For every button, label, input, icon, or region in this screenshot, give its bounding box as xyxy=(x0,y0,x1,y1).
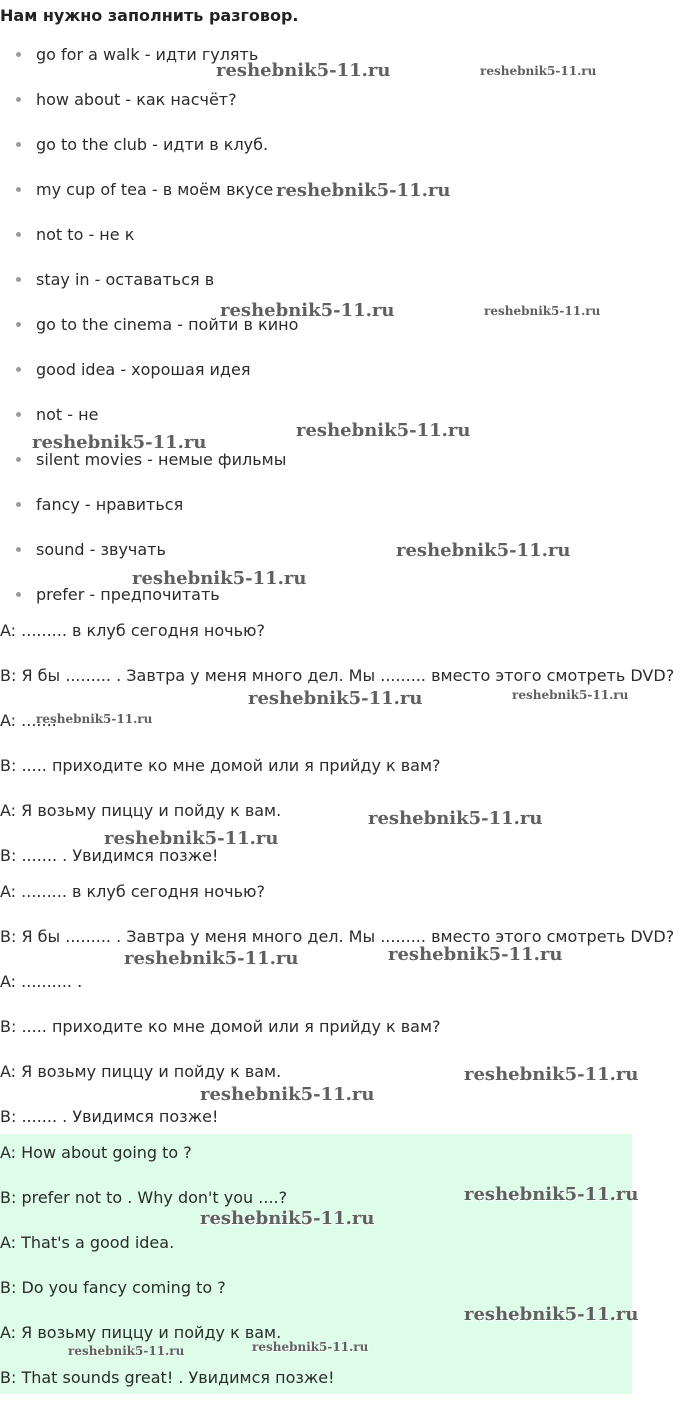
bullet-icon xyxy=(16,457,21,462)
bullet-icon xyxy=(16,322,21,327)
vocab-text: fancy - нравиться xyxy=(36,495,184,514)
watermark: reshebnik5-11.ru xyxy=(396,540,571,561)
bullet-icon xyxy=(16,547,21,552)
answer-line: B: Do you fancy coming to ? xyxy=(0,1278,226,1297)
watermark: reshebnik5-11.ru xyxy=(104,828,279,849)
answer-line: A: Я возьму пиццу и пойду к вам. xyxy=(0,1323,282,1342)
dialogue-line: A: ....... xyxy=(0,711,57,730)
bullet-icon xyxy=(16,592,21,597)
dialogue-line: B: ..... приходите ко мне домой или я прийду к вам? xyxy=(0,756,441,775)
vocab-text: prefer - предпочитать xyxy=(36,585,220,604)
page-heading: Нам нужно заполнить разговор. xyxy=(0,6,299,25)
vocab-text: go to the club - идти в клуб. xyxy=(36,135,269,154)
watermark: reshebnik5-11.ru xyxy=(32,432,207,453)
answer-line: B: prefer not to . Why don't you ....? xyxy=(0,1188,288,1207)
watermark: reshebnik5-11.ru xyxy=(200,1084,375,1105)
dialogue-line: A: ......... в клуб сегодня ночью? xyxy=(0,882,265,901)
watermark: reshebnik5-11.ru xyxy=(368,808,543,829)
vocab-text: good idea - хорошая идея xyxy=(36,360,251,379)
dialogue-line: A: Я возьму пиццу и пойду к вам. xyxy=(0,801,282,820)
watermark: reshebnik5-11.ru xyxy=(220,300,395,321)
watermark: reshebnik5-11.ru xyxy=(68,1344,185,1358)
dialogue-line: B: Я бы ......... . Завтра у меня много дел. Мы ......... вместо этого смотреть DVD? xyxy=(0,927,675,946)
bullet-icon xyxy=(16,367,21,372)
bullet-icon xyxy=(16,502,21,507)
watermark: reshebnik5-11.ru xyxy=(296,420,471,441)
bullet-icon xyxy=(16,97,21,102)
watermark: reshebnik5-11.ru xyxy=(252,1340,369,1354)
dialogue-line: A: ......... в клуб сегодня ночью? xyxy=(0,621,265,640)
vocab-text: sound - звучать xyxy=(36,540,166,559)
dialogue-line: A: Я возьму пиццу и пойду к вам. xyxy=(0,1062,282,1081)
answer-line: A: How about going to ? xyxy=(0,1143,192,1162)
vocab-text: how about - как насчёт? xyxy=(36,90,237,109)
vocab-text: not to - не к xyxy=(36,225,135,244)
dialogue-line: B: Я бы ......... . Завтра у меня много дел. Мы ......... вместо этого смотреть DVD? xyxy=(0,666,675,685)
bullet-icon xyxy=(16,142,21,147)
watermark: reshebnik5-11.ru xyxy=(36,712,153,726)
bullet-icon xyxy=(16,232,21,237)
vocab-text: go for a walk - идти гулять xyxy=(36,45,259,64)
watermark: reshebnik5-11.ru xyxy=(248,688,423,709)
watermark: reshebnik5-11.ru xyxy=(464,1304,639,1325)
vocab-text: not - не xyxy=(36,405,99,424)
watermark: reshebnik5-11.ru xyxy=(124,948,299,969)
watermark: reshebnik5-11.ru xyxy=(132,568,307,589)
watermark: reshebnik5-11.ru xyxy=(464,1184,639,1205)
dialogue-line: B: ..... приходите ко мне домой или я прийду к вам? xyxy=(0,1017,441,1036)
watermark: reshebnik5-11.ru xyxy=(276,180,451,201)
watermark: reshebnik5-11.ru xyxy=(388,944,563,965)
bullet-icon xyxy=(16,187,21,192)
watermark: reshebnik5-11.ru xyxy=(464,1064,639,1085)
watermark: reshebnik5-11.ru xyxy=(512,688,629,702)
watermark: reshebnik5-11.ru xyxy=(480,64,597,78)
dialogue-line: B: ....... . Увидимся позже! xyxy=(0,1107,219,1126)
watermark: reshebnik5-11.ru xyxy=(484,304,601,318)
dialogue-line: B: ....... . Увидимся позже! xyxy=(0,846,219,865)
vocab-text: stay in - оставаться в xyxy=(36,270,215,289)
answer-line: B: That sounds great! . Увидимся позже! xyxy=(0,1368,335,1387)
answer-line: A: That's a good idea. xyxy=(0,1233,175,1252)
vocab-text: my cup of tea - в моём вкусе xyxy=(36,180,274,199)
watermark: reshebnik5-11.ru xyxy=(200,1208,375,1229)
bullet-icon xyxy=(16,52,21,57)
bullet-icon xyxy=(16,277,21,282)
vocab-text: go to the cinema - пойти в кино xyxy=(36,315,299,334)
watermark: reshebnik5-11.ru xyxy=(216,60,391,81)
vocab-text: silent movies - немые фильмы xyxy=(36,450,287,469)
bullet-icon xyxy=(16,412,21,417)
dialogue-line: A: .......... . xyxy=(0,972,83,991)
